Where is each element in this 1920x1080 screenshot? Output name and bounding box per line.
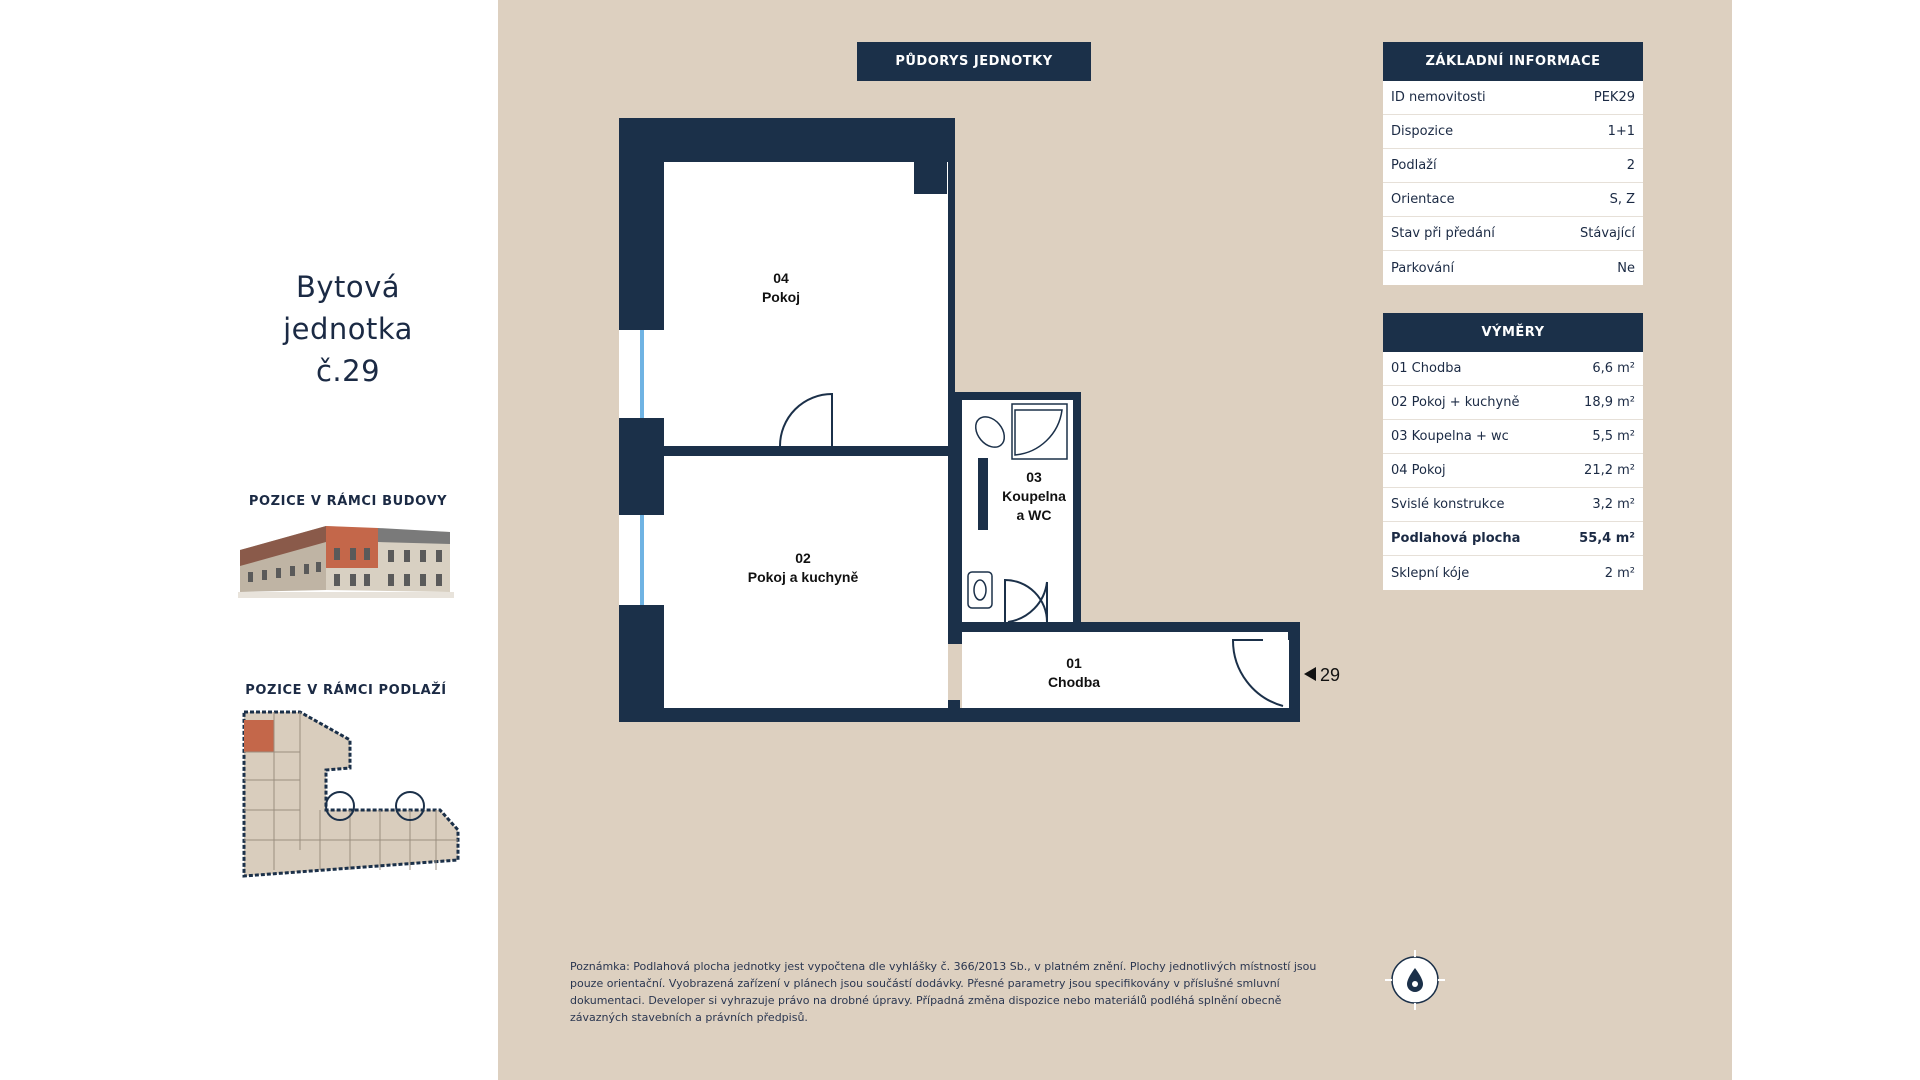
area-row — [1383, 386, 1643, 420]
area-row — [1383, 352, 1643, 386]
room-01-number: 01 — [1066, 655, 1082, 671]
unit-title-line: č.29 — [315, 354, 381, 388]
info-row — [1383, 115, 1643, 149]
area-label: Podlahová plocha — [1391, 531, 1521, 546]
areas-table — [1383, 313, 1643, 590]
room-02-name: Pokoj a kuchyně — [747, 569, 859, 585]
info-label: Parkování — [1391, 260, 1455, 276]
unit-title-line: Bytová — [295, 270, 401, 304]
room-02-number: 02 — [795, 550, 811, 566]
unit-title-line: jednotka — [283, 312, 413, 346]
area-label: 03 Koupelna + wc — [1391, 429, 1509, 444]
info-value: 2 — [1626, 158, 1635, 173]
area-row — [1383, 488, 1643, 522]
area-row-total — [1383, 522, 1643, 556]
room-04-name: Pokoj — [761, 289, 801, 305]
area-row — [1383, 556, 1643, 590]
area-value: 5,5 m² — [1592, 429, 1635, 444]
room-04-number: 04 — [773, 270, 789, 286]
area-row — [1383, 420, 1643, 454]
info-row — [1383, 217, 1643, 251]
area-value: 55,4 m² — [1579, 531, 1635, 546]
area-label: Svislé konstrukce — [1391, 497, 1505, 512]
area-label: 04 Pokoj — [1391, 463, 1446, 478]
info-row — [1383, 149, 1643, 183]
room-01-name: Chodba — [1047, 674, 1101, 690]
area-label: Sklepní kóje — [1391, 565, 1470, 581]
floor-position-label: POZICE V RÁMCI PODLAŽÍ — [245, 683, 447, 698]
area-value: 2 m² — [1604, 565, 1635, 581]
info-value: PEK29 — [1593, 90, 1635, 105]
basic-info-table — [1383, 42, 1643, 285]
info-label: Stav při předání — [1391, 226, 1495, 241]
area-value: 6,6 m² — [1592, 361, 1635, 376]
area-value: 3,2 m² — [1592, 497, 1635, 512]
info-label: ID nemovitosti — [1391, 90, 1486, 105]
info-label: Podlaží — [1391, 158, 1437, 173]
info-label: Orientace — [1391, 192, 1455, 207]
area-row — [1383, 454, 1643, 488]
info-row — [1383, 81, 1643, 115]
info-value: Ne — [1617, 260, 1635, 276]
entrance-arrow-icon — [1304, 667, 1316, 681]
legal-note: Poznámka: Podlahová plocha jednotky jest vypočtena dle vyhlášky č. 366/2013 Sb., v platném znění. Plochy jednotlivých místností jsou pouze orientační. Vyobrazená zařízení v plánech jsou součástí dodávky. Přesné parametry jsou specifikovány v příslušné smluvní dokumentaci. Developer si vyhrazuje právo na drobné úpravy. Případná změna dispozice nebo materiálů podléhá splnění obecně závazných stavebních a právních předpisů. — [570, 960, 1317, 1024]
info-value: Stávající — [1580, 226, 1635, 241]
room-03-name-line2: a WC — [1016, 507, 1052, 523]
room-03-name-line1: Koupelna — [1002, 488, 1066, 504]
basic-info-title: ZÁKLADNÍ INFORMACE — [1383, 42, 1643, 81]
plan-title: PŮDORYS JEDNOTKY — [857, 42, 1091, 81]
entrance-number: 29 — [1320, 665, 1341, 685]
area-label: 01 Chodba — [1391, 361, 1462, 376]
compass-icon — [1383, 948, 1447, 1012]
info-value: S, Z — [1609, 192, 1635, 207]
building-position-label: POZICE V RÁMCI BUDOVY — [248, 494, 448, 509]
areas-title: VÝMĚRY — [1383, 313, 1643, 352]
info-value: 1+1 — [1607, 124, 1635, 139]
area-value: 21,2 m² — [1584, 463, 1635, 478]
area-label: 02 Pokoj + kuchyně — [1391, 395, 1520, 410]
info-row — [1383, 251, 1643, 285]
area-value: 18,9 m² — [1584, 395, 1635, 410]
info-row — [1383, 183, 1643, 217]
room-03-number: 03 — [1026, 469, 1042, 485]
info-label: Dispozice — [1391, 124, 1454, 139]
